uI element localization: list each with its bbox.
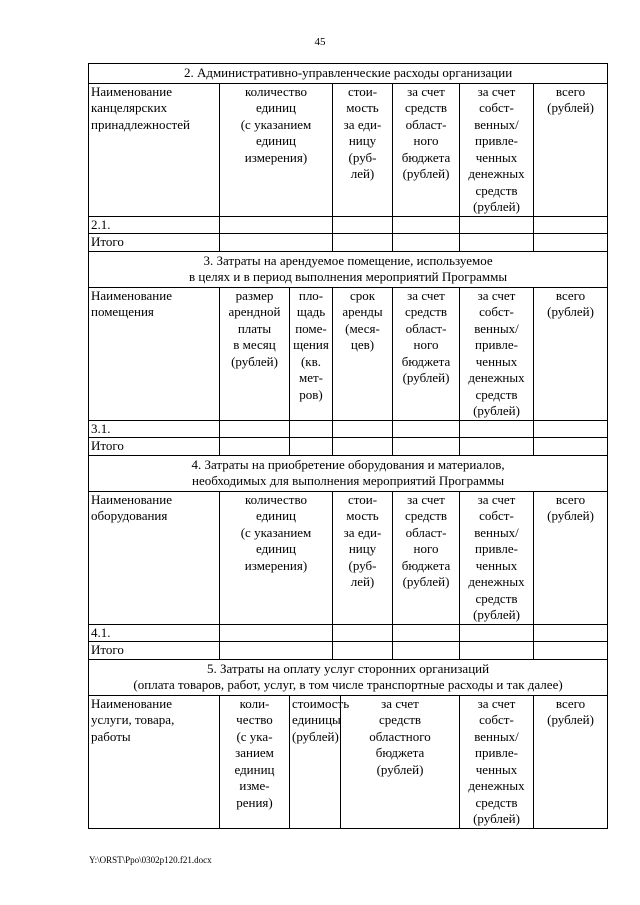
total-label: Итого <box>89 234 220 252</box>
section-4-data-row <box>89 624 608 642</box>
section-3-data-row <box>89 420 608 438</box>
empty-cell <box>393 438 460 456</box>
empty-cell <box>333 642 393 660</box>
col-header-own-funds: за счет собст- венных/ привле- ченных денежных средств (рублей) <box>460 695 534 828</box>
empty-cell <box>534 624 608 642</box>
empty-cell <box>220 216 333 234</box>
col-header-unit-cost: стоимость единицы (рублей) <box>290 695 341 828</box>
empty-cell <box>460 234 534 252</box>
col-header-service: Наименование услуги, товара, работы <box>89 695 220 828</box>
empty-cell <box>393 234 460 252</box>
budget-table <box>88 63 608 829</box>
empty-cell <box>393 624 460 642</box>
section-5-title-row <box>89 659 608 695</box>
section-4-total-row <box>89 642 608 660</box>
empty-cell <box>393 420 460 438</box>
page-number: 45 <box>314 36 326 48</box>
empty-cell <box>333 234 393 252</box>
col-header-total: всего (рублей) <box>534 83 608 216</box>
section-2-header-row <box>89 83 608 216</box>
col-header-rent-amount: размер арендной платы в месяц (рублей) <box>220 287 290 420</box>
empty-cell <box>534 216 608 234</box>
empty-cell <box>220 420 290 438</box>
section-3-header-row <box>89 287 608 420</box>
section-5-title: 5. Затраты на оплату услуг сторонних организаций (оплата товаров, работ, услуг, в том числе транспортные расходы и так далее) <box>89 659 608 695</box>
section-3-title-row <box>89 251 608 287</box>
row-number: 4.1. <box>89 624 220 642</box>
row-number: 3.1. <box>89 420 220 438</box>
col-header-total: всего (рублей) <box>534 695 608 828</box>
section-3-title: 3. Затраты на арендуемое помещение, используемое в целях и в период выполнения мероприятий Программы <box>89 251 608 287</box>
empty-cell <box>393 642 460 660</box>
empty-cell <box>220 624 333 642</box>
col-header-quantity: количество единиц (с указанием единиц измерения) <box>220 83 333 216</box>
section-2-data-row <box>89 216 608 234</box>
empty-cell <box>460 624 534 642</box>
col-header-total: всего (рублей) <box>534 491 608 624</box>
section-2-title: 2. Административно-управленческие расходы организации <box>89 64 608 84</box>
section-2-total-row <box>89 234 608 252</box>
empty-cell <box>290 420 333 438</box>
section-2-title-row <box>89 64 608 84</box>
col-header-unit-cost: стои- мость за еди- ницу (руб- лей) <box>333 83 393 216</box>
col-header-regional-budget: за счет средств област- ного бюджета (рублей) <box>393 83 460 216</box>
col-header-premises: Наименование помещения <box>89 287 220 420</box>
empty-cell <box>333 420 393 438</box>
section-4-header-row <box>89 491 608 624</box>
empty-cell <box>333 624 393 642</box>
col-header-regional-budget: за счет средств област- ного бюджета (рублей) <box>393 287 460 420</box>
section-4-title-row <box>89 455 608 491</box>
section-4-title: 4. Затраты на приобретение оборудования и материалов, необходимых для выполнения мероприятий Программы <box>89 455 608 491</box>
col-header-own-funds: за счет собст- венных/ привле- ченных денежных средств (рублей) <box>460 491 534 624</box>
col-header-name: Наименование канцелярских принадлежностей <box>89 83 220 216</box>
empty-cell <box>534 234 608 252</box>
empty-cell <box>460 216 534 234</box>
empty-cell <box>534 420 608 438</box>
empty-cell <box>534 642 608 660</box>
empty-cell <box>220 642 333 660</box>
col-header-equipment: Наименование оборудования <box>89 491 220 624</box>
empty-cell <box>460 420 534 438</box>
total-label: Итого <box>89 438 220 456</box>
total-label: Итого <box>89 642 220 660</box>
col-header-own-funds: за счет собст- венных/ привле- ченных денежных средств (рублей) <box>460 83 534 216</box>
empty-cell <box>460 642 534 660</box>
empty-cell <box>220 234 333 252</box>
col-header-regional-budget: за счет средств областного бюджета (рублей) <box>341 695 460 828</box>
col-header-regional-budget: за счет средств област- ного бюджета (рублей) <box>393 491 460 624</box>
col-header-own-funds: за счет собст- венных/ привле- ченных денежных средств (рублей) <box>460 287 534 420</box>
empty-cell <box>460 438 534 456</box>
col-header-total: всего (рублей) <box>534 287 608 420</box>
col-header-quantity: коли- чество (с ука- занием единиц изме- рения) <box>220 695 290 828</box>
col-header-unit-cost: стои- мость за еди- ницу (руб- лей) <box>333 491 393 624</box>
empty-cell <box>534 438 608 456</box>
col-header-rent-term: срок аренды (меся- цев) <box>333 287 393 420</box>
empty-cell <box>220 438 290 456</box>
section-3-total-row <box>89 438 608 456</box>
empty-cell <box>393 216 460 234</box>
empty-cell <box>290 438 333 456</box>
row-number: 2.1. <box>89 216 220 234</box>
file-path-footer: Y:\ORST\Ppo\0302p120.f21.docx <box>89 855 212 865</box>
col-header-area: пло- щадь поме- щения (кв. мет- ров) <box>290 287 333 420</box>
col-header-quantity: количество единиц (с указанием единиц измерения) <box>220 491 333 624</box>
empty-cell <box>333 216 393 234</box>
empty-cell <box>333 438 393 456</box>
section-5-header-row <box>89 695 608 828</box>
